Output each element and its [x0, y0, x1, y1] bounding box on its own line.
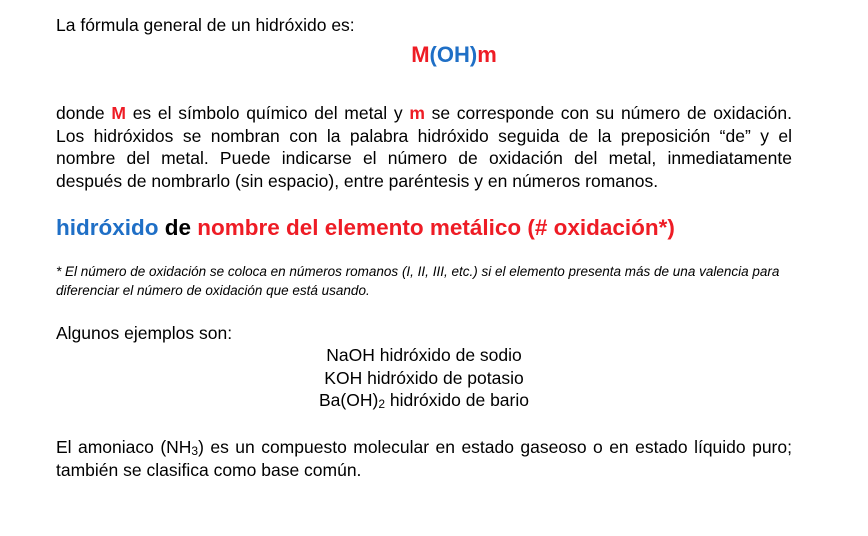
examples-lead: Algunos ejemplos son: — [56, 323, 233, 343]
example-formula: KOH — [324, 367, 363, 388]
naming-connector: de — [158, 215, 198, 240]
description-metal-symbol: M — [111, 103, 126, 123]
example-name: hidróxido de bario — [385, 390, 529, 410]
closing-part2: ) es un compuesto molecular en estado gaseoso o en estado líquido puro; también se clasifica como base común. — [56, 436, 792, 480]
example-formula: Ba(OH) — [319, 390, 379, 410]
closing-part1: El amoniaco (NH — [56, 436, 192, 457]
naming-element: nombre del elemento metálico (# oxidación*) — [197, 215, 675, 240]
closing-subscript: 3 — [191, 443, 199, 458]
description-part2: es el símbolo químico del metal y — [125, 103, 410, 123]
closing-paragraph — [56, 436, 792, 482]
formula-hydroxide-group: (OH) — [429, 42, 478, 67]
example-item — [56, 344, 792, 367]
intro-text: La fórmula general de un hidróxido es: — [56, 15, 355, 35]
description-part1: donde — [56, 103, 112, 123]
example-item — [56, 367, 792, 390]
description-oxidation-var: m — [409, 103, 425, 123]
example-formula: NaOH — [326, 345, 375, 365]
example-name: hidróxido de sodio — [374, 345, 522, 365]
description-part3: se corresponde con su número de oxidación. Los hidróxidos se nombran con la palabra hidróxido seguida de la preposición “de” y el nombre del metal. Puede indicarse el número de oxidación del metal, inmediatamente después de nombrarlo (sin espacio), entre paréntesis y en números romanos. — [56, 103, 792, 191]
naming-rule — [56, 214, 792, 242]
example-name: hidróxido de potasio — [362, 367, 524, 388]
naming-hydroxide-word: hidróxido — [56, 215, 159, 240]
footnote: * El número de oxidación se coloca en números romanos (I, II, III, etc.) si el elemento presenta más de una valencia para diferenciar el número de oxidación que está usando. — [56, 264, 780, 298]
example-item — [56, 389, 792, 412]
example-subscript: 2 — [378, 397, 385, 411]
document-page — [56, 14, 792, 482]
general-formula — [56, 42, 792, 68]
formula-exponent: m — [477, 42, 497, 67]
examples-list — [56, 344, 792, 412]
description-paragraph — [56, 102, 792, 192]
formula-metal: M — [411, 42, 430, 67]
